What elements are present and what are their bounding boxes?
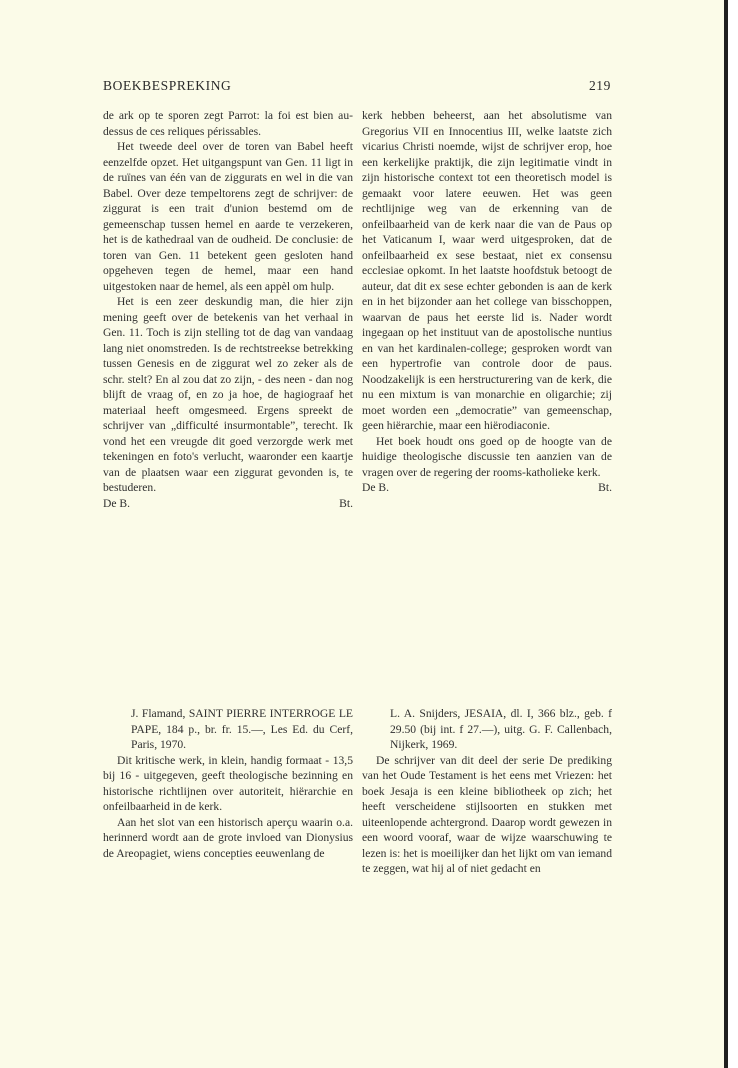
paragraph: Het is een zeer deskundig man, die hier zijn mening geeft over de betekenis van het verhaal in Gen. 11. Toch is zijn stelling tot de dag van vandaag lang niet onomstreden. Is de rechtstreekse betrekking tussen Genesis en de ziggurat wel zo zeker als de schr. stelt? En al zou dat zo zijn, - des neen - dan nog blijft de vraag of, en zo ja hoe, de hagiograaf het materiaal heeft omgesmeed. Ergens spreekt de schrijver van „difficulté insurmontable”, terecht. Ik vond het een vreugde dit goed verzorgde werk met tekeningen en foto's verlucht, waaronder een kaartje van de plaatsen waar een ziggurat gevonden is, te bestuderen.: [103, 295, 353, 494]
paragraph: kerk hebben beheerst, aan het absolutisme van Gregorius VII en Innocentius III, welke laatste zich vicarius Christi noemde, wijst de schrijver erop, hoe een kerkelijke praktijk, die zijn legitimatie vindt in zijn historische context tot een theoretisch model is gemaakt voor latere eeuwen. Het was geen rechtlijnige weg van de erkenning van de onfeilbaarheid van de kerk naar die van de Paus op het Vaticanum I, waar werd uitgesproken, dat de onfeilbaarheid ex sese bestaat, niet ex consensu ecclesiae opkomt. In het laatste hoofdstuk betoogt de auteur, dat dit ex sese echter gebonden is aan de kerk en in het bijzonder aan het college van bisschoppen, waarvan de paus het eerste lid is. Nader wordt ingegaan op het instituut van de apostolische nuntius en van het kardinalen-college; gesproken wordt van een hypertrofie van controle door de paus. Noodzakelijk is een herstructurering van de kerk, die nu een mixtum is van monarchie en oligarchie; zij moet worden een „democratie” van gemeenschap, geen hiërarchie, maar een hiërodiaconie.: [362, 109, 612, 432]
paragraph: Het boek houdt ons goed op de hoogte van de huidige theologische discussie ten aanzien van de vragen over de regering der rooms-katholieke kerk.: [362, 434, 612, 479]
section-title: BOEKBESPREKING: [103, 78, 232, 93]
paragraph: De schrijver van dit deel der serie De prediking van het Oude Testament is het eens met Vriezen: het boek Jesaja is een kleine bibliotheek op zich; het heeft verscheidene stijlsoorten en stukken met uiteenlopende achtergrond. Daarop wordt gewezen in een woord vooraf, waar de wijze waarschuwing te lezen is: het is moeilijker dan het lijkt om van iemand te zeggen, wat hij al of niet gedacht en: [362, 753, 612, 875]
book-reference: J. Flamand, SAINT PIERRE INTERROGE LE PAPE, 184 p., br. fr. 15.—, Les Ed. du Cerf, Paris, 1970.: [131, 707, 353, 751]
reviewer-mark: Bt.: [598, 481, 612, 494]
paragraph: de ark op te sporen zegt Parrot: la foi est bien au-dessus de ces reliques périssables.: [103, 109, 353, 138]
review-signature: [103, 496, 353, 512]
review-ark-column: [103, 108, 353, 511]
book-reference: L. A. Snijders, JESAIA, dl. I, 366 blz., geb. f 29.50 (bij int. f 27.—), uitg. G. F. Callenbach, Nijkerk, 1969.: [390, 707, 612, 751]
review-church-column: [362, 108, 612, 496]
reviewer-initials: De B.: [103, 496, 131, 510]
running-header: [103, 78, 611, 98]
scan-edge: [724, 0, 728, 1068]
paragraph: Aan het slot van een historisch aperçu waarin o.a. herinnerd wordt aan de grote invloed van Dionysius de Areopagiet, wiens concepties eeuwenlang de: [103, 815, 353, 860]
review-signature: [362, 480, 612, 496]
paragraph: Het tweede deel over de toren van Babel heeft eenzelfde opzet. Het uitgangspunt van Gen. 11 ligt in de ruïnes van één van de ziggurats en wel in die van Babel. Over deze tempeltorens zegt de schrijver: de ziggurat is een trait d'union bestemd om de gemeenschap tussen hemel en aarde te verzekeren, het is de kathedraal van de oudheid. De conclusie: de toren van Gen. 11 betekent geen gesloten hand opgeheven tegen de hemel, maar een hand uitgestoken naar de hemel, als een appèl om hulp.: [103, 140, 353, 293]
review-flamand-column: [103, 706, 353, 861]
reviewer-mark: Bt.: [339, 496, 353, 510]
page-number: 219: [588, 78, 611, 93]
reviewer-initials: De B.: [362, 481, 390, 494]
review-snijders-column: [362, 706, 612, 877]
paragraph: Dit kritische werk, in klein, handig formaat - 13,5 bij 16 - uitgegeven, geeft theologische bezinning en historische richtlijnen over autoriteit, hiërarchie en onfeilbaarheid in de kerk.: [103, 753, 353, 813]
